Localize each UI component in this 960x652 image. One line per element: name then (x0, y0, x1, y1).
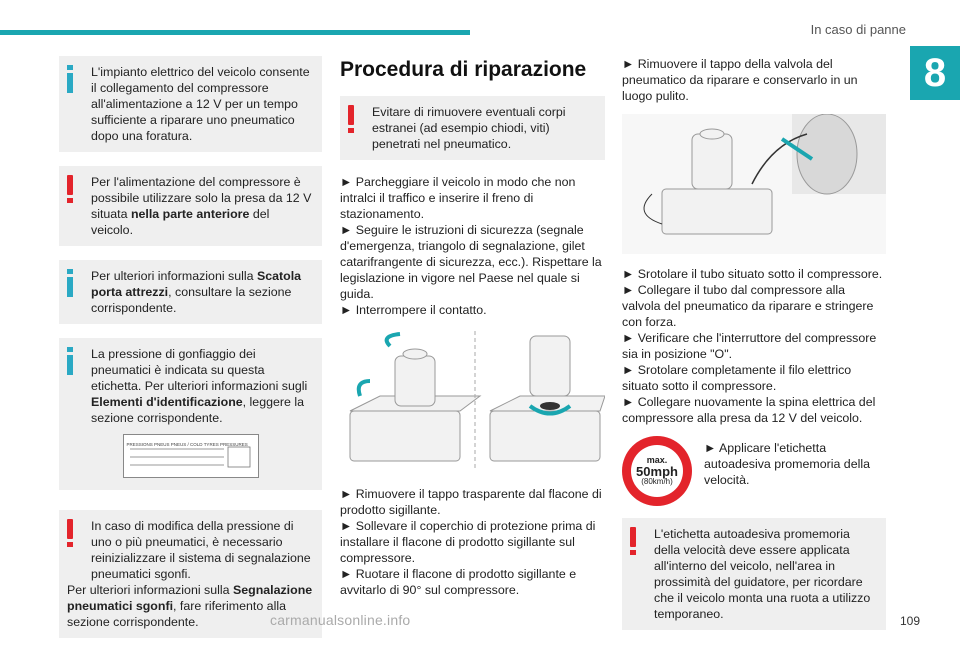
steps-list-2 (340, 486, 605, 598)
info-icon (64, 65, 76, 95)
step: ► Rimuovere il tappo trasparente dal flacone di prodotto sigillante. (340, 487, 602, 517)
step: ► Srotolare il tubo situato sotto il compressore. (622, 267, 883, 281)
column-right (622, 50, 886, 644)
info-icon (64, 269, 76, 299)
watermark: carmanualsonline.info (270, 612, 411, 628)
speed-sign-top: max. (646, 455, 668, 465)
info-icon (64, 347, 76, 377)
steps-list-3 (622, 266, 886, 426)
warning-box-reset: In caso di modifica della pressione di uno o più pneumatici, è necessario reinizializzare il sistema di segnalazione pneumatici sgonfi. Per ulteriori informazioni sulla Segnalazione pneumatici sgonfi, fare riferimento alla sezione corrispondente. (59, 510, 322, 638)
warning-box-foreign-objects: Evitare di rimuovere eventuali corpi estranei (ad esempio chiodi, viti) penetrati nel pneumatico. (340, 96, 605, 160)
column-middle (340, 50, 605, 606)
step: ► Collegare il tubo dal compressore alla valvola del pneumatico da riparare e stringere con forza. (622, 283, 874, 329)
step: ► Srotolare completamente il filo elettrico situato sotto il compressore. (622, 363, 852, 393)
step: ► Seguire le istruzioni di sicurezza (segnale d'emergenza, triangolo di segnalazione, gilet catarifrangente di sicurezza, ecc.). Rispettare la legislazione in vigore nel Paese nel quale si guida. (340, 223, 602, 301)
warning-box-sticker: L'etichetta autoadesiva promemoria della velocità deve essere applicata all'interno del veicolo, nell'area in prossimità del guidatore, per ricordare che il veicolo monta una ruota a utilizzo temporaneo. (622, 518, 886, 630)
speed-sign-bot: (80km/h) (641, 477, 673, 486)
compressor-bottle-illustration (340, 326, 605, 476)
sealant-bottle-figure (340, 326, 605, 476)
page-number: 109 (899, 614, 920, 628)
step: ► Verificare che l'interruttore del compressore sia in posizione "O". (622, 331, 877, 361)
header-title: In caso di panne (810, 22, 906, 37)
tyre-pressure-label-figure (123, 434, 259, 478)
compressor-hose-illustration (622, 114, 886, 254)
info-box-electrical (59, 56, 322, 152)
warning-icon (64, 175, 76, 205)
header-accent-bar (0, 30, 470, 35)
step: ► Parcheggiare il veicolo in modo che non intralci il traffico e inserire il freno di stazionamento. (340, 175, 576, 221)
label-lines-icon (124, 443, 256, 475)
step: ► Ruotare il flacone di prodotto sigillante e avvitarlo di 90° sul compressore. (340, 567, 577, 597)
info-box-toolbox: Per ulteriori informazioni sulla Scatola porta attrezzi, consultare la sezione corrispondente. (59, 260, 322, 324)
warning-box-socket: Per l'alimentazione del compressore è possibile utilizzare solo la presa da 12 V situata nella parte anteriore del veicolo. (59, 166, 322, 246)
step-valve-cap: ► Rimuovere il tappo della valvola del pneumatico da riparare e conservarlo in un luogo pulito. (622, 57, 858, 103)
column-left (59, 50, 322, 652)
warning-icon (345, 105, 357, 135)
info-box-pressure: La pressione di gonfiaggio dei pneumatici è indicata su questa etichetta. Per ulteriori informazioni sugli Elementi d'identificazione, leggere la sezione corrispondente. PRESSIONS PNEUS PNEUS / COLD TYRES PRESSURES (59, 338, 322, 490)
label-title: PRESSIONS PNEUS PNEUS / COLD TYRES PRESSURES (126, 442, 248, 447)
speed-limit-sign (622, 436, 692, 506)
chapter-tab: 8 (910, 46, 960, 100)
speed-sticker-row (622, 436, 886, 506)
warning-icon (64, 519, 76, 549)
warning-icon (627, 527, 639, 557)
compressor-hose-figure (622, 114, 886, 254)
speed-sign-mid: 50mph (636, 464, 678, 479)
step-sticker: ► Applicare l'etichetta autoadesiva promemoria della velocità. (704, 441, 870, 487)
section-title: Procedura di riparazione (340, 58, 587, 81)
steps-list-1 (340, 174, 605, 318)
step: ► Sollevare il coperchio di protezione prima di installare il flacone di prodotto sigillante sul compressore. (340, 519, 596, 565)
step: ► Collegare nuovamente la spina elettrica del compressore alla presa da 12 V del veicolo. (622, 395, 876, 425)
step: ► Interrompere il contatto. (340, 303, 487, 317)
info-text: L'impianto elettrico del veicolo consente il collegamento del compressore all'alimentazione a 12 V per un tempo sufficiente a riparare uno pneumatico dopo una foratura. (91, 65, 310, 143)
